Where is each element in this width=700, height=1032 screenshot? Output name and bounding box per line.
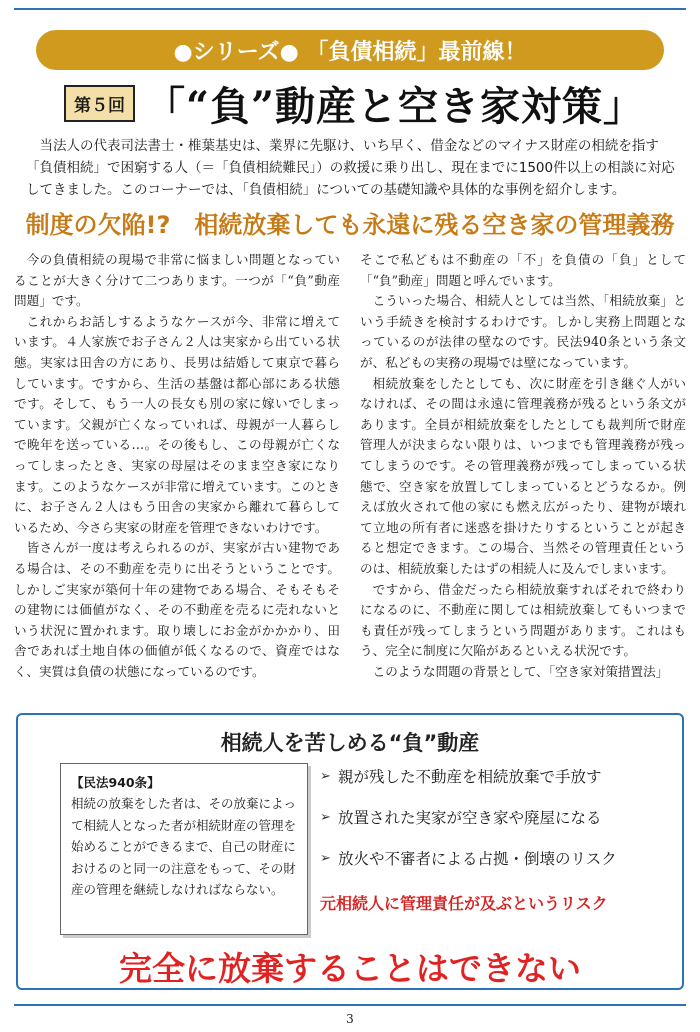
article-paragraph: 今の負債相続の現場で非常に悩ましい問題となっていることが大きく分けて二つあります。一つが「“負”動産問題」です。 <box>14 252 340 309</box>
arrow-bullet-icon: ➢ <box>320 810 331 825</box>
bottom-rule <box>14 1004 686 1006</box>
summary-box <box>16 713 684 990</box>
article-paragraph: これからお話しするようなケースが今、非常に増えています。４人家族でお子さん２人は実家から出ている状態。実家は田舎の方にあり、長男は結婚して東京で暮らしています。ですから、生活の基盤は都心部にある状態です。そして、もう一人の長女も別の家に嫁いでしまっています。父親が亡くなっていれば、母親が一人暮らしで晩年を送っている…。その後もし、この母親が亡くなってしまったとき、実家の母屋はそのまま空き家になります。このようなケースが非常に増えています。このときに、お子さん２人はもう田舎の実家から離れて暮らしているため、今さら実家の財産を管理できないわけです。 <box>14 313 340 535</box>
bullet-text: 親が残した不動産を相続放棄で手放す <box>338 768 602 786</box>
intro-paragraph: 当法人の代表司法書士・椎葉基史は、業界に先駆け、いち早く、借金などのマイナス財産の相続を指す「負債相続」で困窮する人（＝「負債相続難民」）の救援に乗り出し、現在までに1500件以上の相談に対応してきました。このコーナーでは、「負債相続」についての基礎知識や具体的な事例を紹介します。 <box>26 138 675 198</box>
bullet-item <box>320 849 670 869</box>
article-paragraph: 皆さんが一度は考えられるのが、実家が古い建物である場合は、その不動産を売りに出そうということです。しかしご実家が築何十年の建物である場合、そもそもその建物には価値がなく、その不動産を売るに売れないという状況に置かれます。取り壊しにお金がかかかり、田舎であれば土地自体の価値が低くなるので、資産ではなく、実質は負債の状態になっているのです。 <box>14 540 340 679</box>
law-text: 相続の放棄をした者は、その放棄によって相続人となった者が相続財産の管理を始めることができるまで、自己の財産におけるのと同一の注意をもって、その財産の管理を継続しなければならない。 <box>71 796 297 897</box>
episode-label: 第５回 <box>64 85 135 122</box>
arrow-bullet-icon: ➢ <box>320 769 331 784</box>
top-rule <box>14 8 686 10</box>
bullet-text: 放置された実家が空き家や廃屋になる <box>338 809 602 827</box>
article-paragraph: そこで私どもは不動産の「不」を負債の「負」として「“負”動産」問題と呼んでいます。 <box>360 252 686 288</box>
bullet-item <box>320 808 670 828</box>
series-banner: ●シリーズ● 「負債相続」最前線！ <box>36 30 664 70</box>
article-paragraph: このような問題の背景として、「空き家対策措置法」 <box>372 663 669 679</box>
conclusion-text: 完全に放棄することはできない <box>119 949 581 988</box>
article-column-left <box>14 250 340 682</box>
title-row <box>64 78 664 128</box>
arrow-bullet-icon: ➢ <box>320 851 331 866</box>
bullet-text: 放火や不審者による占拠・倒壊のリスク <box>338 850 617 868</box>
article-paragraph: ですから、借金だったら相続放棄すればそれで終わりになるのに、不動産に関しては相続放棄してもいつまでも責任が残ってしまうという問題があります。これはもう、完全に制度に欠陥があるといえる状況です。 <box>360 581 686 659</box>
article-column-right <box>360 250 686 682</box>
summary-title: 相続人を苦しめる“負”動産 <box>220 731 480 755</box>
bullet-item <box>320 767 670 787</box>
page-number: 3 <box>346 1012 354 1026</box>
law-heading: 【民法940条】 <box>71 775 160 790</box>
risk-bullet-list <box>320 767 670 890</box>
risk-callout: 元相続人に管理責任が及ぶというリスク <box>320 894 608 913</box>
page-title: 「“負”動産と空き家対策」 <box>145 82 645 130</box>
article-paragraph: こういった場合、相続人としては当然、「相続放棄」という手続きを検討するわけです。しかし実務上問題となっているのが法律の壁なのです。民法940条という条文が、私どもの実務の現場では壁になっています。 <box>360 293 686 370</box>
article-headline: 制度の欠陥!? 相続放棄しても永遠に残る空き家の管理義務 <box>25 211 675 239</box>
law-quote-box <box>60 763 308 935</box>
article-paragraph: 相続放棄をしたとしても、次に財産を引き継ぐ人がいなければ、その間は永遠に管理義務が残るという条文があります。全員が相続放棄をしたとしても裁判所で財産管理人が決まらない限りは、いつまでも管理義務が残ってしまうのです。その管理義務が残ってしまっている状態で、空き家を放置してしまっているとどうなるか。例えば放火されて他の家にも燃え広がったり、建物が壊れて立地の所有者に迷惑を掛けたりするということが起きると想定できます。この場合、当然その管理責任というのは、相続放棄したはずの相続人に及んでしまいます。 <box>360 375 686 576</box>
